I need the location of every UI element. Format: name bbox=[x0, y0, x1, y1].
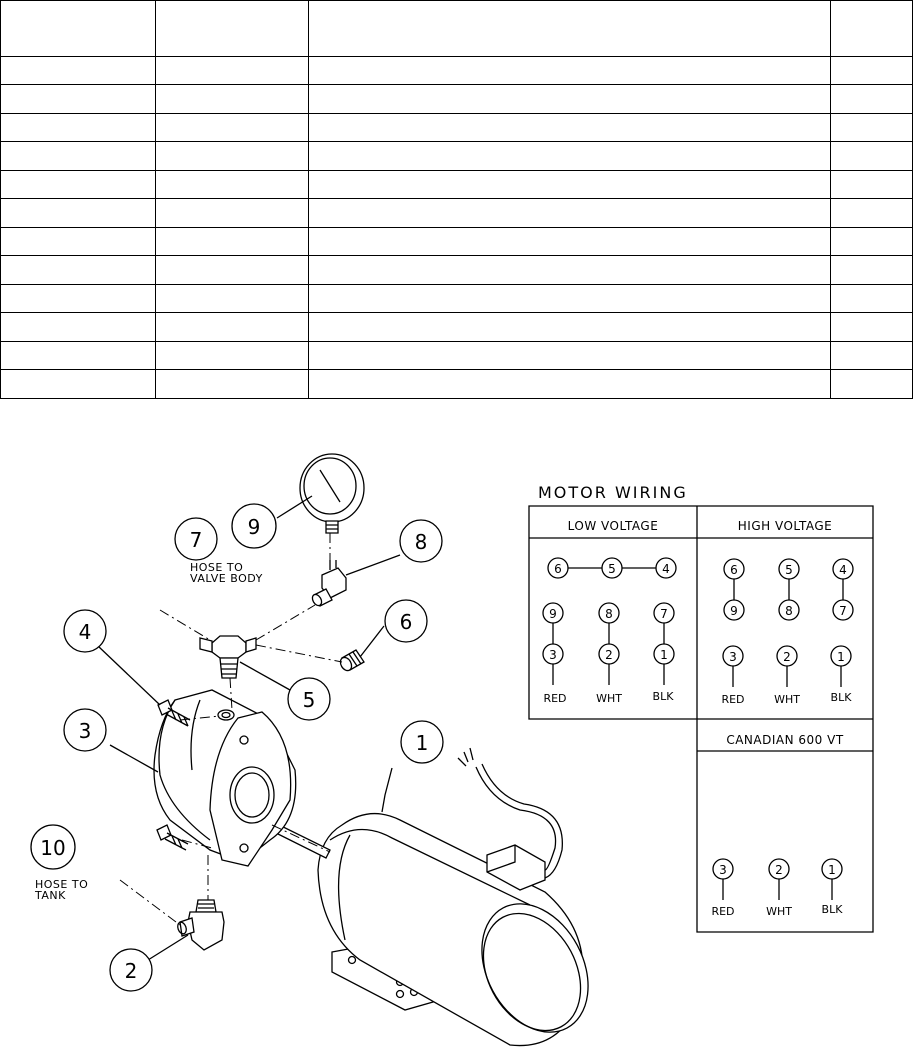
table-cell bbox=[831, 142, 913, 171]
table-cell bbox=[309, 284, 831, 313]
table-cell bbox=[156, 199, 309, 228]
table-cell bbox=[309, 341, 831, 370]
svg-text:6: 6 bbox=[554, 562, 562, 576]
pump-body bbox=[154, 690, 296, 866]
elbow-fitting bbox=[311, 560, 346, 607]
table-cell bbox=[156, 1, 309, 57]
table-row bbox=[1, 341, 913, 370]
svg-text:RED: RED bbox=[711, 905, 735, 918]
svg-text:TANK: TANK bbox=[35, 889, 66, 902]
parts-table bbox=[0, 0, 913, 399]
svg-text:2: 2 bbox=[775, 863, 783, 877]
high-voltage-diagram bbox=[721, 559, 853, 706]
table-cell bbox=[1, 227, 156, 256]
svg-text:9: 9 bbox=[730, 604, 738, 618]
table-cell bbox=[156, 85, 309, 114]
table-cell bbox=[831, 170, 913, 199]
table-cell bbox=[1, 113, 156, 142]
low-voltage-title: LOW VOLTAGE bbox=[567, 519, 659, 533]
pressure-gauge bbox=[300, 454, 364, 533]
callout-3 bbox=[64, 709, 106, 751]
table-cell bbox=[831, 56, 913, 85]
svg-text:RED: RED bbox=[721, 693, 745, 706]
table-cell bbox=[309, 85, 831, 114]
table-cell bbox=[831, 199, 913, 228]
table-cell bbox=[1, 284, 156, 313]
table-cell bbox=[309, 142, 831, 171]
table-cell bbox=[831, 113, 913, 142]
svg-text:HOSE TO: HOSE TO bbox=[190, 561, 244, 574]
exploded-assembly-drawing bbox=[0, 400, 914, 1053]
table-cell bbox=[156, 170, 309, 199]
table-row bbox=[1, 85, 913, 114]
table-row bbox=[1, 142, 913, 171]
table-cell bbox=[156, 284, 309, 313]
callout-5 bbox=[288, 678, 330, 720]
table-row bbox=[1, 313, 913, 342]
motor-wiring-panel bbox=[529, 483, 873, 932]
svg-text:VALVE BODY: VALVE BODY bbox=[190, 572, 263, 585]
wiring-title: MOTOR WIRING bbox=[538, 483, 688, 502]
callout-6 bbox=[385, 600, 427, 642]
table-cell bbox=[156, 142, 309, 171]
callout-4 bbox=[64, 610, 106, 652]
canadian-diagram bbox=[711, 859, 843, 918]
svg-text:7: 7 bbox=[189, 528, 203, 552]
callout-1 bbox=[401, 721, 443, 763]
svg-text:WHT: WHT bbox=[596, 692, 622, 705]
table-cell bbox=[1, 313, 156, 342]
svg-text:8: 8 bbox=[414, 530, 428, 554]
table-cell bbox=[831, 313, 913, 342]
svg-text:5: 5 bbox=[785, 563, 793, 577]
table-cell bbox=[309, 56, 831, 85]
street-elbow bbox=[176, 900, 224, 950]
svg-text:7: 7 bbox=[660, 607, 668, 621]
table-cell bbox=[156, 256, 309, 285]
note-hose-to-tank bbox=[34, 878, 88, 902]
callout-7 bbox=[175, 518, 217, 560]
svg-text:WHT: WHT bbox=[774, 693, 800, 706]
svg-text:1: 1 bbox=[415, 731, 429, 755]
table-cell bbox=[309, 113, 831, 142]
table-cell bbox=[831, 85, 913, 114]
table-row bbox=[1, 284, 913, 313]
table-row bbox=[1, 170, 913, 199]
table-cell bbox=[156, 227, 309, 256]
svg-text:5: 5 bbox=[302, 688, 316, 712]
svg-text:HOSE TO: HOSE TO bbox=[35, 878, 89, 891]
svg-text:4: 4 bbox=[839, 563, 847, 577]
table-cell bbox=[831, 1, 913, 57]
svg-text:4: 4 bbox=[78, 620, 92, 644]
table-cell bbox=[1, 341, 156, 370]
callout-10 bbox=[31, 825, 75, 869]
svg-text:6: 6 bbox=[730, 563, 738, 577]
table-cell bbox=[309, 370, 831, 399]
canadian-title: CANADIAN 600 VT bbox=[726, 733, 844, 747]
high-voltage-title: HIGH VOLTAGE bbox=[737, 519, 833, 533]
svg-text:8: 8 bbox=[605, 607, 613, 621]
motor bbox=[262, 748, 609, 1051]
table-cell bbox=[156, 370, 309, 399]
svg-text:7: 7 bbox=[839, 604, 847, 618]
table-cell bbox=[1, 85, 156, 114]
table-row bbox=[1, 113, 913, 142]
table-row bbox=[1, 256, 913, 285]
svg-text:RED: RED bbox=[543, 692, 567, 705]
table-cell bbox=[1, 199, 156, 228]
table-cell bbox=[309, 199, 831, 228]
table-cell bbox=[831, 370, 913, 399]
svg-text:10: 10 bbox=[40, 836, 66, 860]
svg-text:2: 2 bbox=[783, 650, 791, 664]
table-cell bbox=[1, 56, 156, 85]
table-header-row bbox=[1, 1, 913, 57]
svg-text:3: 3 bbox=[549, 648, 557, 662]
svg-text:9: 9 bbox=[549, 607, 557, 621]
svg-text:2: 2 bbox=[605, 648, 613, 662]
svg-text:BLK: BLK bbox=[652, 690, 674, 703]
svg-text:3: 3 bbox=[729, 650, 737, 664]
table-cell bbox=[309, 227, 831, 256]
svg-text:4: 4 bbox=[662, 562, 670, 576]
svg-text:5: 5 bbox=[608, 562, 616, 576]
callout-8 bbox=[400, 520, 442, 562]
svg-text:1: 1 bbox=[828, 863, 836, 877]
table-cell bbox=[831, 227, 913, 256]
note-hose-to-valve-body bbox=[190, 561, 263, 585]
svg-text:6: 6 bbox=[399, 610, 413, 634]
table-cell bbox=[309, 170, 831, 199]
table-cell bbox=[1, 170, 156, 199]
table-row bbox=[1, 227, 913, 256]
table-cell bbox=[1, 256, 156, 285]
table-cell bbox=[156, 113, 309, 142]
tee-fitting bbox=[200, 636, 256, 678]
table-cell bbox=[156, 56, 309, 85]
svg-text:1: 1 bbox=[660, 648, 668, 662]
table-cell bbox=[309, 256, 831, 285]
table-cell bbox=[1, 142, 156, 171]
svg-text:BLK: BLK bbox=[830, 691, 852, 704]
table-cell bbox=[309, 1, 831, 57]
table-cell bbox=[156, 341, 309, 370]
svg-text:WHT: WHT bbox=[766, 905, 792, 918]
table-cell bbox=[831, 284, 913, 313]
table-row bbox=[1, 370, 913, 399]
table-row bbox=[1, 199, 913, 228]
svg-text:8: 8 bbox=[785, 604, 793, 618]
table-cell bbox=[309, 313, 831, 342]
table-cell bbox=[156, 313, 309, 342]
callout-2 bbox=[110, 949, 152, 991]
table-cell bbox=[1, 370, 156, 399]
table-cell bbox=[1, 1, 156, 57]
table-cell bbox=[831, 256, 913, 285]
callout-9 bbox=[232, 504, 276, 548]
svg-text:3: 3 bbox=[719, 863, 727, 877]
svg-text:BLK: BLK bbox=[821, 903, 843, 916]
table-row bbox=[1, 56, 913, 85]
pipe-cap bbox=[338, 650, 364, 673]
svg-text:3: 3 bbox=[78, 719, 92, 743]
table-cell bbox=[831, 341, 913, 370]
svg-text:1: 1 bbox=[837, 650, 845, 664]
svg-text:9: 9 bbox=[247, 515, 261, 539]
low-voltage-diagram bbox=[543, 558, 676, 705]
svg-text:2: 2 bbox=[124, 959, 138, 983]
